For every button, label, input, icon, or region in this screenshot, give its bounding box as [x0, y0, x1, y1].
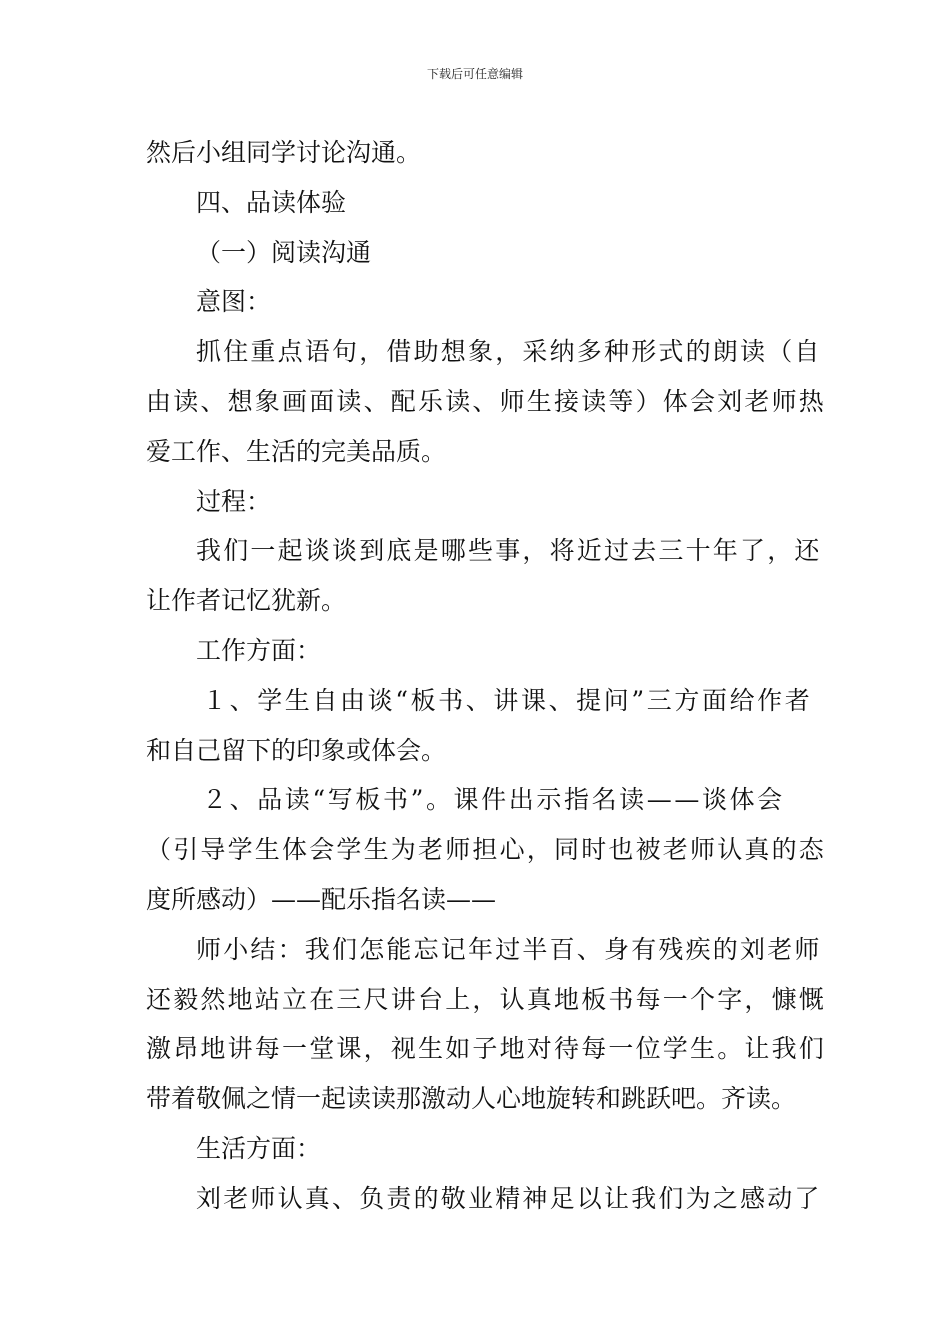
- paragraph-line: 刘老师认真、负责的敬业精神足以让我们为之感动了: [196, 1183, 822, 1213]
- paragraph-line: 然后小组同学讨论沟通。: [146, 138, 422, 167]
- paragraph-line: 度所感动）——配乐指名读——: [146, 884, 497, 914]
- paragraph-line: 爱工作、生活的完美品质。: [146, 436, 447, 466]
- paragraph-line: 抓住重点语句，借助想象，采纳多种形式的朗读（自: [196, 337, 822, 367]
- page-header: 下载后可任意编辑: [426, 67, 523, 81]
- list-item: ２、品读“写板书”。课件出示指名读——谈体会: [202, 785, 785, 815]
- paragraph-line: 过程：: [196, 486, 272, 516]
- paragraph-line: 意图：: [196, 287, 272, 317]
- paragraph-line: （引导学生体会学生为老师担心，同时也被老师认真的态: [146, 835, 827, 865]
- paragraph-line: 还毅然地站立在三尺讲台上，认真地板书每一个字，慷慨: [146, 984, 827, 1014]
- paragraph-line: 激昂地讲每一堂课，视生如子地对待每一位学生。让我们: [146, 1034, 827, 1064]
- section-heading: 四、品读体验: [196, 187, 347, 217]
- subsection-heading: （一）阅读沟通: [196, 237, 372, 267]
- document-body: [146, 128, 827, 1224]
- paragraph-line: 我们一起谈谈到底是哪些事，将近过去三十年了，还: [196, 536, 822, 566]
- paragraph-line: 让作者记忆犹新。: [146, 586, 347, 616]
- list-item: １、学生自由谈“板书、讲课、提问”三方面给作者: [202, 685, 813, 715]
- paragraph-line: 师小结：我们怎能忘记年过半百、身有残疾的刘老师: [196, 934, 822, 964]
- paragraph-line: 带着敬佩之情一起读读那激动人心地旋转和跳跃吧。齐读。: [146, 1084, 797, 1114]
- paragraph-line: 由读、想象画面读、配乐读、师生接读等）体会刘老师热: [146, 386, 827, 416]
- paragraph-line: 工作方面：: [196, 635, 322, 665]
- paragraph-line: 和自己留下的印象或体会。: [146, 735, 447, 765]
- paragraph-line: 生活方面：: [196, 1133, 322, 1163]
